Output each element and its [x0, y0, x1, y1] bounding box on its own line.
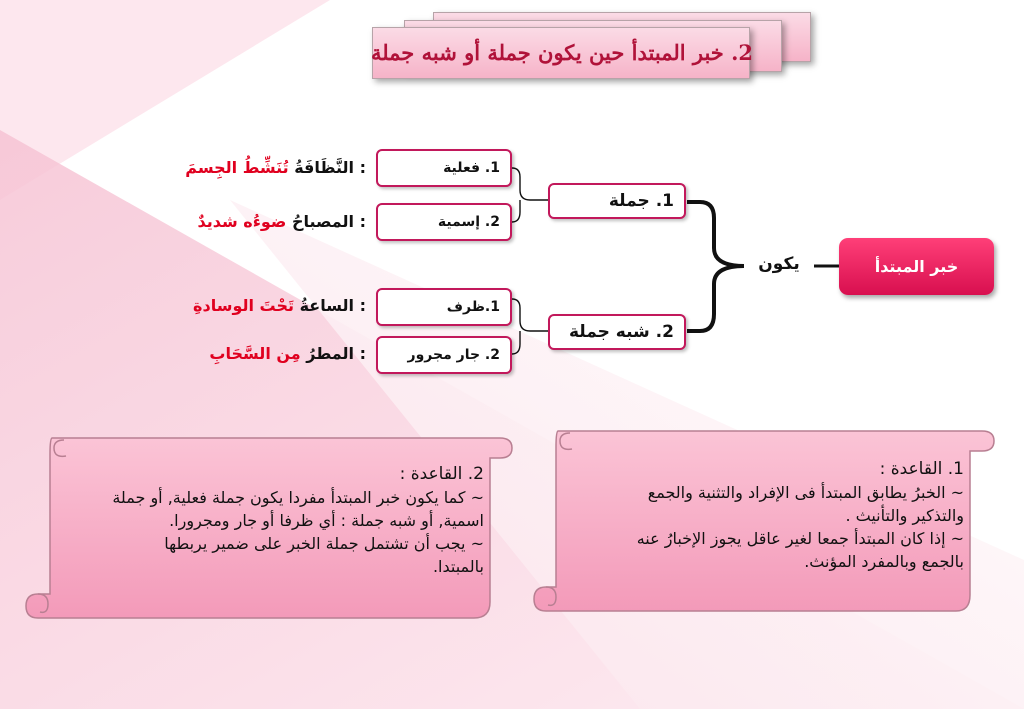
rule-1-line: ~ الخبرُ يطابق المبتدأ فى الإفراد والتثنية والجمع	[647, 483, 964, 502]
example-subject: الساعةُ	[299, 296, 355, 315]
example-predicate: مِن السَّحَابِ	[209, 344, 301, 363]
rule-1-line: ~ إذا كان المبتدأ جمعا لغير عاقل يجوز الإخبارُ عنه	[636, 529, 964, 548]
verb-label: يكون	[758, 254, 800, 274]
leaf-ismiya-box: 2. إسمية	[376, 203, 512, 241]
leaf-jar-majrur-box: 2. جار مجرور	[376, 336, 512, 374]
main-concept-tag: خبر المبتدأ	[839, 238, 994, 295]
leaf-zarf-box: 1.ظرف	[376, 288, 512, 326]
example-predicate: تَحْتَ الوسادةِ	[193, 296, 295, 315]
example-separator: :	[359, 212, 366, 231]
example-4	[209, 344, 366, 363]
example-separator: :	[359, 158, 366, 177]
slide-title: 2. خبر المبتدأ حين يكون جملة أو شبه جملة	[370, 39, 754, 65]
branch-shibh-jumla-box: 2. شبه جملة	[548, 314, 686, 350]
rule-2-line: اسمية, أو شبه جملة : أي ظرفا أو جار ومجرورا.	[169, 511, 484, 530]
rule-1-line: بالجمع وبالمفرد المؤنث.	[804, 552, 964, 571]
example-2	[197, 212, 366, 231]
branch-jumla-box: 1. جملة	[548, 183, 686, 219]
example-predicate: تُنَشِّطُ الجِسمَ	[185, 158, 289, 177]
leaf-fiiliya-box: 1. فعلية	[376, 149, 512, 187]
rule-2-line: ~ يجب أن تشتمل جملة الخبر على ضمير يربطها	[164, 534, 484, 553]
example-subject: المطرُ	[306, 344, 355, 363]
example-3	[193, 296, 366, 315]
example-subject: المصباحُ	[291, 212, 355, 231]
example-separator: :	[359, 296, 366, 315]
rule-2-text	[56, 463, 484, 578]
example-separator: :	[359, 344, 366, 363]
rule-1-text	[564, 458, 964, 573]
example-subject: النَّظَافَةُ	[294, 158, 355, 177]
rule-2-line: ~ كما يكون خبر المبتدأ مفردا يكون جملة فعلية, أو جملة	[112, 488, 484, 507]
example-predicate: ضوءُه شديدٌ	[197, 212, 287, 231]
rule-2-line: بالمبتدا.	[432, 557, 484, 576]
example-1	[185, 158, 366, 177]
rule-2-heading: 2. القاعدة :	[399, 464, 484, 484]
rule-1-line: والتذكير والتأنيث .	[845, 506, 964, 525]
rule-1-heading: 1. القاعدة :	[879, 459, 964, 479]
